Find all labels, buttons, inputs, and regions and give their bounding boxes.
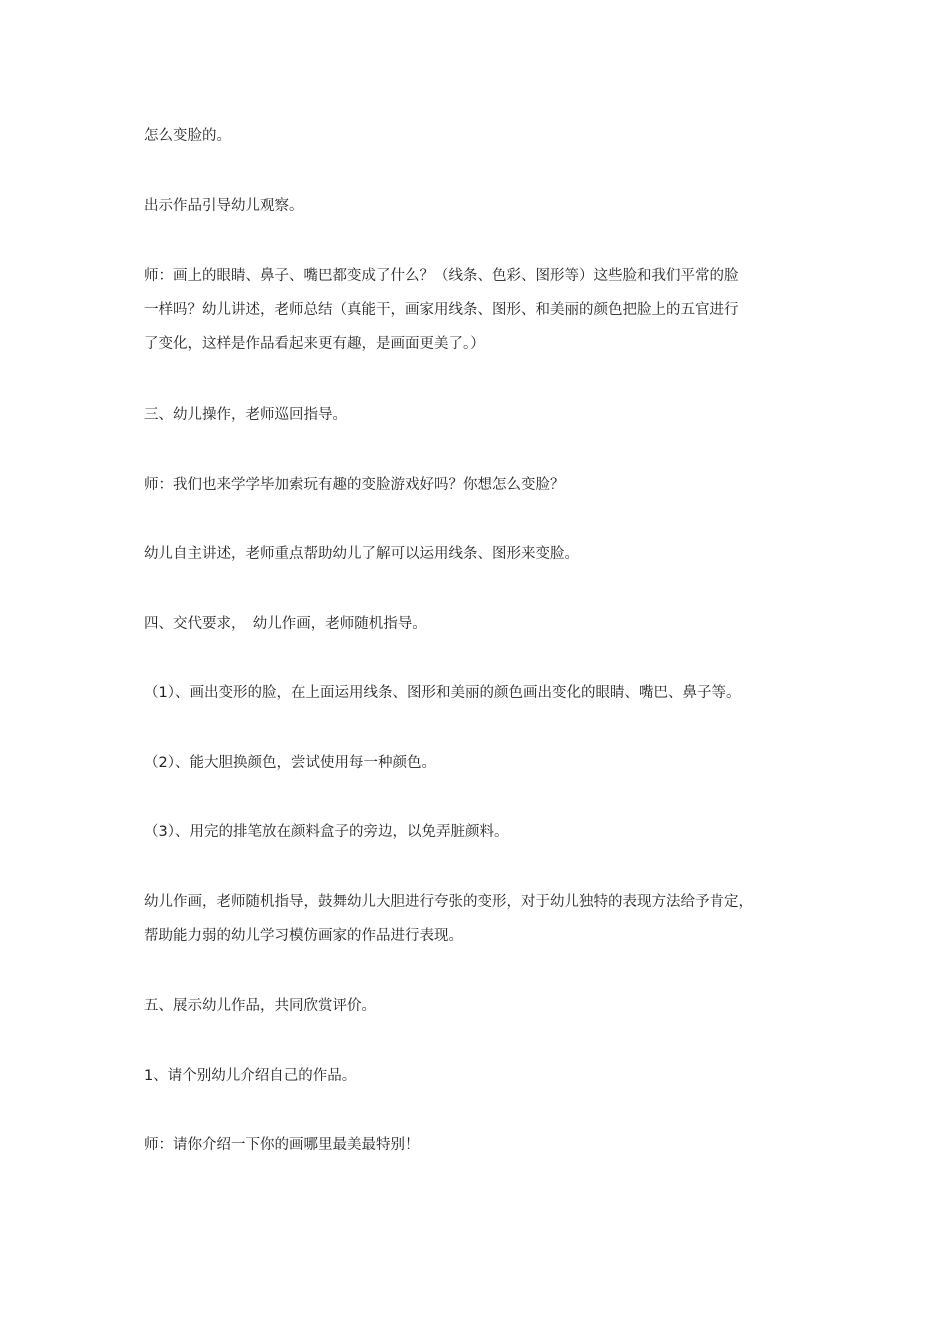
- text-line: 师：画上的眼睛、鼻子、嘴巴都变成了什么？（线条、色彩、图形等）这些脸和我们平常的脸: [144, 268, 739, 284]
- text-line: 四、交代要求， 幼儿作画，老师随机指导。: [144, 616, 427, 632]
- section-heading-3: [144, 398, 814, 432]
- paragraph-14: [144, 1128, 814, 1162]
- paragraph-5: [144, 468, 814, 502]
- section-heading-5: [144, 989, 814, 1023]
- paragraph-1: [144, 119, 814, 153]
- text-line: 师：请你介绍一下你的画哪里最美最特别！: [144, 1137, 420, 1153]
- text-line: 帮助能力弱的幼儿学习模仿画家的作品进行表现。: [144, 928, 463, 944]
- text-line: 师：我们也来学学毕加索玩有趣的变脸游戏好吗？你想怎么变脸？: [144, 477, 565, 493]
- requirement-3: [144, 815, 814, 849]
- requirement-1: [144, 676, 814, 710]
- text-line: （1）、画出变形的脸，在上面运用线条、图形和美丽的颜色画出变化的眼睛、嘴巴、鼻子等。: [144, 685, 741, 701]
- text-line: （2）、能大胆换颜色，尝试使用每一种颜色。: [144, 755, 436, 771]
- paragraph-11: [144, 885, 814, 953]
- paragraph-2: [144, 189, 814, 223]
- text-line: 了变化，这样是作品看起来更有趣，是画面更美了。）: [144, 336, 485, 352]
- requirement-2: [144, 746, 814, 780]
- text-line: （3）、用完的排笔放在颜料盒子的旁边，以免弄脏颜料。: [144, 824, 509, 840]
- text-line: 出示作品引导幼儿观察。: [144, 198, 304, 214]
- text-line: 怎么变脸的。: [144, 128, 231, 144]
- section-heading-4: [144, 607, 814, 641]
- text-line: 幼儿自主讲述，老师重点帮助幼儿了解可以运用线条、图形来变脸。: [144, 546, 579, 562]
- paragraph-13: [144, 1059, 814, 1093]
- text-line: 幼儿作画，老师随机指导，鼓舞幼儿大胆进行夸张的变形，对于幼儿独特的表现方法给予肯定，: [144, 894, 753, 910]
- paragraph-6: [144, 537, 814, 571]
- text-line: 1、请个别幼儿介绍自己的作品。: [144, 1068, 357, 1084]
- text-line: 一样吗？幼儿讲述，老师总结（真能干，画家用线条、图形、和美丽的颜色把脸上的五官进行: [144, 302, 739, 318]
- text-line: 三、幼儿操作，老师巡回指导。: [144, 407, 347, 423]
- paragraph-3: [144, 259, 814, 361]
- text-line: 五、展示幼儿作品，共同欣赏评价。: [144, 998, 376, 1014]
